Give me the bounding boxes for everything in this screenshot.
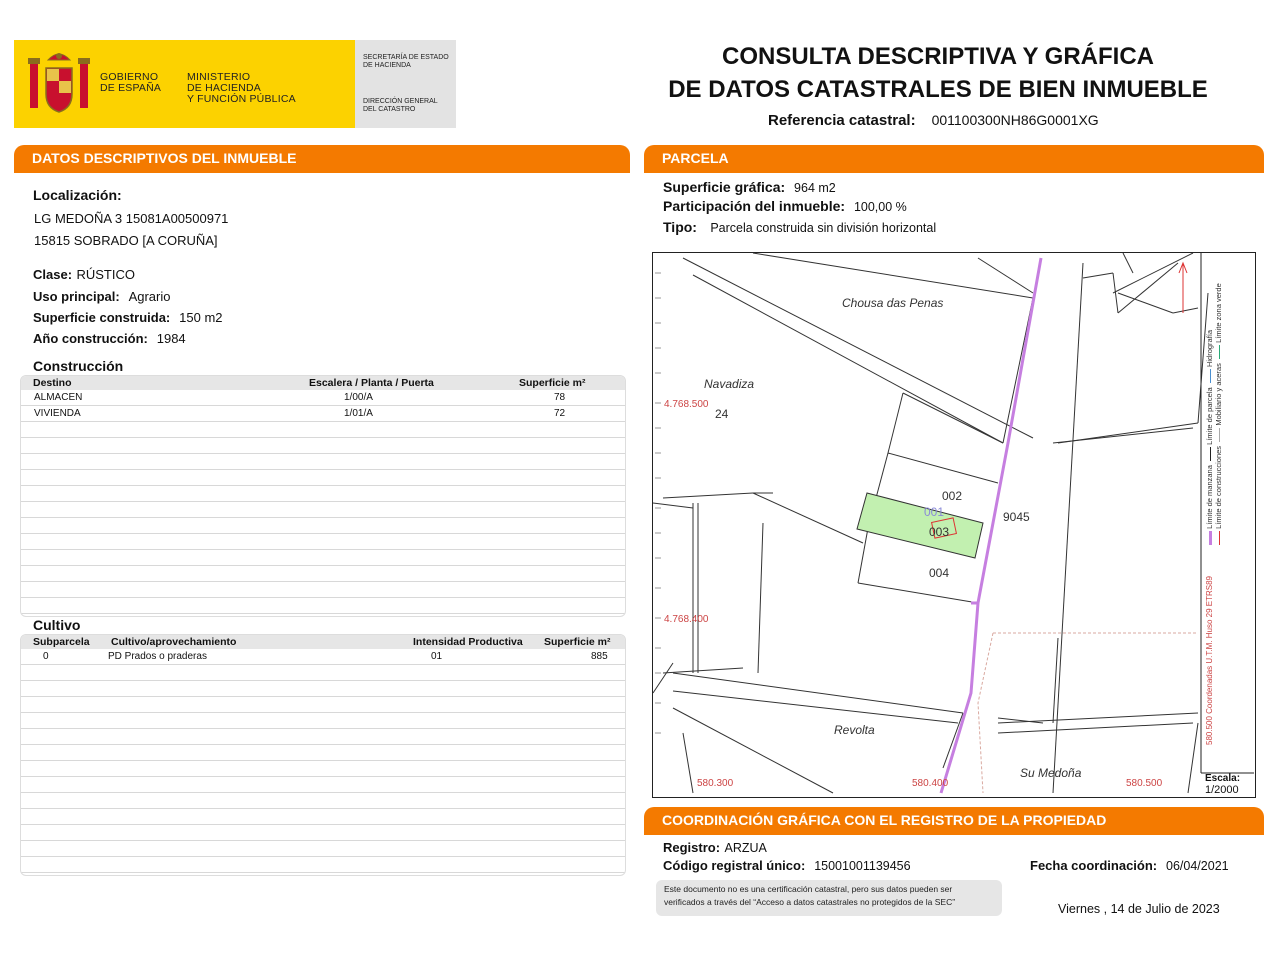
gobierno-line2: DE ESPAÑA xyxy=(100,82,162,94)
cell-cultivo: PD Prados o praderas xyxy=(108,651,207,662)
cell-escalera: 1/00/A xyxy=(344,392,373,403)
place-su-medona: Su Medoña xyxy=(1020,766,1082,780)
col-superficie: Superficie m² xyxy=(544,636,611,648)
col-intensidad: Intensidad Productiva xyxy=(413,636,523,648)
legend-manzana: Límite de manzana xyxy=(1205,465,1214,529)
participacion-value: 100,00 % xyxy=(853,200,907,214)
registro-value: ARZUA xyxy=(724,841,767,855)
table-row-empty xyxy=(21,825,625,841)
scale-value: 1/2000 xyxy=(1205,784,1239,796)
secretaria-text xyxy=(363,54,449,70)
fecha-value: 06/04/2021 xyxy=(1166,859,1229,873)
descriptivos-section xyxy=(14,145,630,173)
scale-label: Escala: xyxy=(1205,773,1241,784)
legend-mobiliario: Mobiliario y aceras xyxy=(1214,363,1223,426)
referencia-catastral xyxy=(768,112,1099,129)
table-row-empty xyxy=(21,809,625,825)
table-row-empty xyxy=(21,665,625,681)
clase-row xyxy=(33,266,135,284)
place-navadiza: Navadiza xyxy=(704,377,755,391)
superficie-value: 150 m2 xyxy=(179,310,223,325)
parcela-divider xyxy=(644,171,1264,173)
table-row xyxy=(21,649,625,665)
legend-row-1 xyxy=(1205,265,1214,545)
cell-subparcela: 0 xyxy=(43,651,49,662)
highlighted-parcel xyxy=(857,493,983,558)
parcel-002[interactable]: 002 xyxy=(942,489,963,503)
codigo-value: 15001001139456 xyxy=(814,859,911,873)
clase-value: RÚSTICO xyxy=(76,267,135,282)
table-row-empty xyxy=(21,729,625,745)
cell-destino: ALMACEN xyxy=(34,392,83,403)
coord-y-400: 4.768.400 xyxy=(664,614,709,625)
coordinacion-header: COORDINACIÓN GRÁFICA CON EL REGISTRO DE LA PROPIEDAD xyxy=(644,807,1264,833)
place-chousa: Chousa das Penas xyxy=(842,296,944,310)
parcel-003[interactable]: 003 xyxy=(929,525,950,539)
tipo-row xyxy=(663,219,936,237)
cell-superficie: 885 xyxy=(591,651,608,662)
table-row-empty xyxy=(21,713,625,729)
ministerio-line3: Y FUNCIÓN PÚBLICA xyxy=(187,93,296,105)
localizacion-label: Localización: xyxy=(33,187,122,203)
col-superficie: Superficie m² xyxy=(519,377,586,389)
construccion-table xyxy=(20,375,626,617)
secretaria-line2: DE HACIENDA xyxy=(363,62,411,69)
sup-grafica-value: 964 m2 xyxy=(794,181,836,195)
parcel-001[interactable]: 001 xyxy=(924,505,945,519)
cell-superficie: 72 xyxy=(554,408,566,419)
tipo-value: Parcela construida sin división horizontal xyxy=(710,221,937,235)
table-row-empty xyxy=(21,534,625,550)
cultivo-table-header xyxy=(21,635,625,649)
cell-escalera: 1/01/A xyxy=(344,408,373,419)
legend-zona-verde: Límite zona verde xyxy=(1214,283,1223,343)
uso-label: Uso principal: xyxy=(33,289,120,304)
descriptivos-divider xyxy=(14,171,630,173)
title-line1: CONSULTA DESCRIPTIVA Y GRÁFICA xyxy=(721,43,1155,70)
col-cultivo: Cultivo/aprovechamiento xyxy=(111,636,237,648)
north-arrow-icon xyxy=(1179,263,1187,313)
sup-grafica-row xyxy=(663,179,836,197)
coat-of-arms-icon xyxy=(26,50,92,118)
table-row-empty xyxy=(21,777,625,793)
cultivo-table xyxy=(20,634,626,876)
col-subparcela: Subparcela xyxy=(33,636,90,648)
legend-parcela: Límite de parcela xyxy=(1205,387,1214,445)
anio-value: 1984 xyxy=(156,331,186,346)
descriptivos-title-bold: INMUEBLE xyxy=(223,150,297,166)
descriptivos-header xyxy=(14,145,630,171)
parcel-9045[interactable]: 9045 xyxy=(1003,510,1030,524)
col-escalera: Escalera / Planta / Puerta xyxy=(309,377,434,389)
fecha-row xyxy=(1030,857,1229,875)
anio-label: Año construcción: xyxy=(33,331,148,346)
table-row-empty xyxy=(21,697,625,713)
coord-x-500: 580.500 xyxy=(1126,778,1163,789)
uso-row xyxy=(33,288,171,306)
table-row-empty xyxy=(21,422,625,438)
sup-grafica-label: Superficie gráfica: xyxy=(663,179,786,195)
registro-row xyxy=(663,839,767,857)
table-row-empty xyxy=(21,550,625,566)
legend-row-2 xyxy=(1214,265,1223,545)
table-row-empty xyxy=(21,566,625,582)
table-row-empty xyxy=(21,745,625,761)
cadastral-map[interactable] xyxy=(652,252,1256,798)
superficie-label: Superficie construida: xyxy=(33,310,171,325)
ministerio-line1: MINISTERIO xyxy=(187,71,251,83)
table-row-empty xyxy=(21,761,625,777)
tipo-label: Tipo: xyxy=(663,219,697,235)
construccion-table-header xyxy=(21,376,625,390)
place-revolta: Revolta xyxy=(834,723,875,737)
coord-y-500: 4.768.500 xyxy=(664,399,709,410)
construccion-title: Construcción xyxy=(33,358,124,374)
parcel-004[interactable]: 004 xyxy=(929,566,950,580)
coordinacion-section xyxy=(644,807,1264,835)
parcela-header: PARCELA xyxy=(644,145,1264,171)
anio-row xyxy=(33,330,186,348)
legend-construcciones: Límite de construcciones xyxy=(1214,445,1223,529)
cell-superficie: 78 xyxy=(554,392,566,403)
coordinacion-divider xyxy=(644,833,1264,835)
secretaria-line1: SECRETARÍA DE ESTADO xyxy=(363,54,449,61)
cell-intensidad: 01 xyxy=(431,651,443,662)
table-row-empty xyxy=(21,502,625,518)
table-row-empty xyxy=(21,598,625,614)
note-line1: Este documento no es una certificación catastral, pero sus datos pueden ser xyxy=(664,884,953,894)
localizacion-line2: 15815 SOBRADO [A CORUÑA] xyxy=(34,233,218,248)
disclaimer-note xyxy=(656,880,1002,916)
gobierno-line1: GOBIERNO xyxy=(100,71,159,83)
map-legend xyxy=(1205,265,1231,545)
table-row xyxy=(21,406,625,422)
gobierno-text xyxy=(100,72,161,94)
clase-label: Clase: xyxy=(33,267,73,282)
fecha-label: Fecha coordinación: xyxy=(1030,858,1158,873)
table-row-empty xyxy=(21,518,625,534)
ministerio-line2: DE HACIENDA xyxy=(187,82,261,94)
participacion-label: Participación del inmueble: xyxy=(663,198,846,214)
ref-label: Referencia catastral: xyxy=(768,112,916,129)
page-title xyxy=(640,40,1236,106)
descriptivos-title-prefix: DATOS DESCRIPTIVOS DEL xyxy=(32,150,224,166)
table-row-empty xyxy=(21,438,625,454)
participacion-row xyxy=(663,198,907,216)
table-row-empty xyxy=(21,486,625,502)
ref-value: 001100300NH86G0001XG xyxy=(931,112,1099,128)
col-destino: Destino xyxy=(33,377,72,389)
table-row-empty xyxy=(21,793,625,809)
table-row-empty xyxy=(21,857,625,873)
table-row-empty xyxy=(21,681,625,697)
legend-hidrografia: Hidrografía xyxy=(1205,329,1214,368)
codigo-label: Código registral único: xyxy=(663,858,806,873)
table-row-empty xyxy=(21,454,625,470)
direccion-line2: DEL CATASTRO xyxy=(363,106,416,113)
ministerio-text xyxy=(187,72,296,105)
table-row-empty xyxy=(21,582,625,598)
note-line2: verificados a través del “Acceso a datos catastrales no protegidos de la SEC” xyxy=(664,897,956,907)
uso-value: Agrario xyxy=(128,289,171,304)
parcela-section xyxy=(644,145,1264,173)
localizacion-line1: LG MEDOÑA 3 15081A00500971 xyxy=(34,211,229,226)
coord-x-300: 580.300 xyxy=(697,778,734,789)
direccion-text xyxy=(363,98,438,114)
parcel-24[interactable]: 24 xyxy=(715,407,729,421)
table-row xyxy=(21,390,625,406)
cell-destino: VIVIENDA xyxy=(34,408,81,419)
coord-note: 580.500 Coordenadas U.T.M. Huso 29 ETRS89 xyxy=(1205,576,1214,745)
superficie-row xyxy=(33,309,223,327)
registro-label: Registro: xyxy=(663,840,721,855)
codigo-row xyxy=(663,857,911,875)
table-row-empty xyxy=(21,841,625,857)
cultivo-title: Cultivo xyxy=(33,617,81,633)
document-date: Viernes , 14 de Julio de 2023 xyxy=(1058,902,1220,916)
map-canvas xyxy=(653,253,1254,796)
coord-x-400: 580.400 xyxy=(912,778,949,789)
table-row-empty xyxy=(21,470,625,486)
title-line2: DE DATOS CATASTRALES DE BIEN INMUEBLE xyxy=(668,76,1208,103)
direccion-line1: DIRECCIÓN GENERAL xyxy=(363,98,438,105)
government-logo-banner xyxy=(14,40,456,128)
